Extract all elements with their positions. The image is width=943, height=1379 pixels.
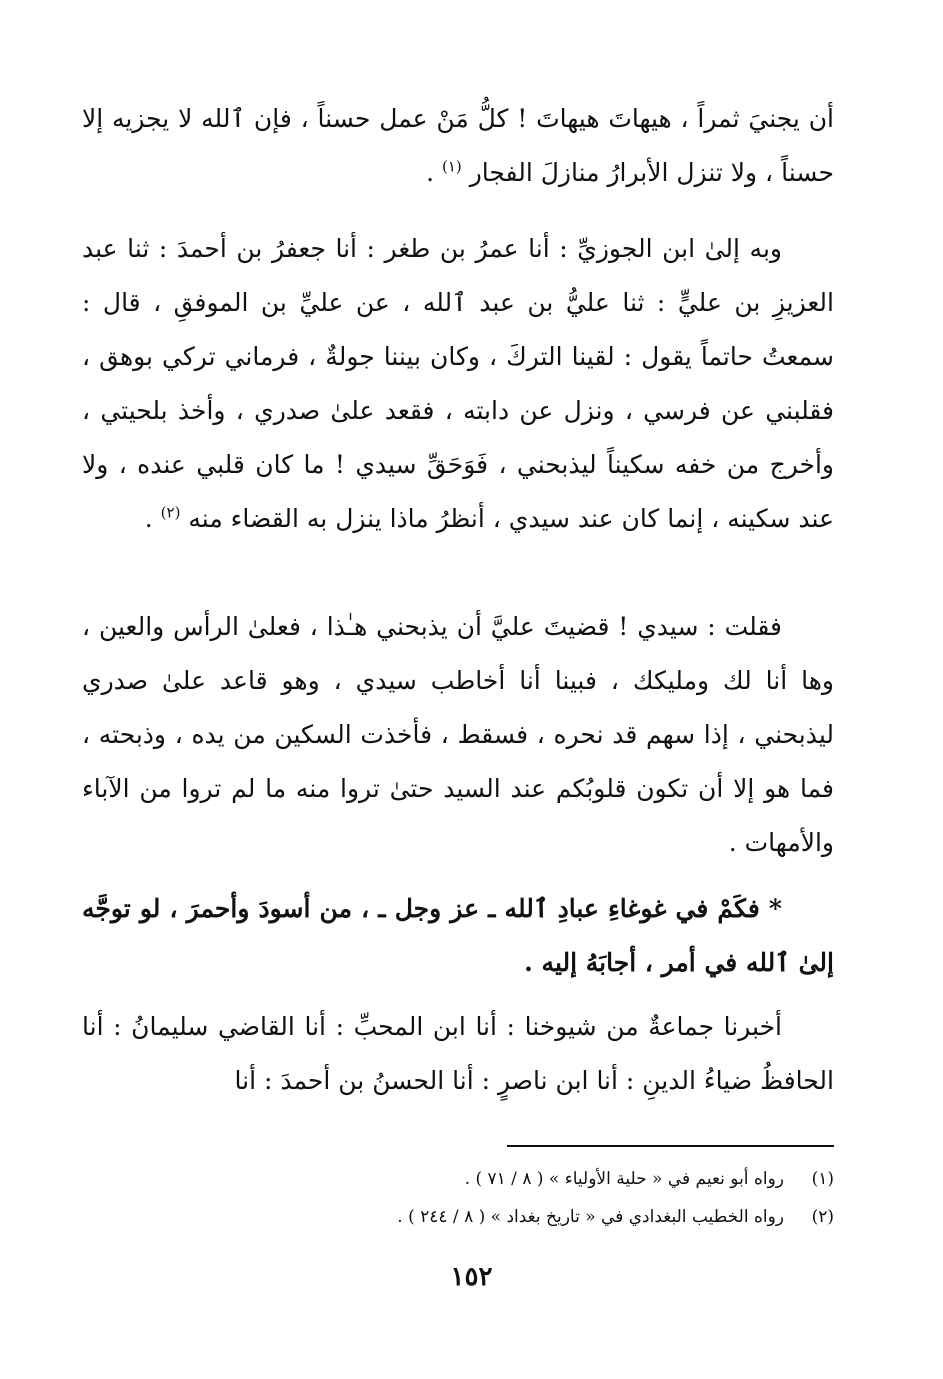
footnote-1-text: رواه أبو نعيم في « حلية الأولياء » ( ٨ / ٧١ ) . [464, 1169, 784, 1189]
paragraph-2-end: . [144, 504, 161, 533]
footnote-divider [507, 1145, 834, 1147]
paragraph-4-highlight [82, 882, 834, 990]
footnote-1-number: (١) [811, 1169, 834, 1189]
paragraph-5-text: أخبرنا جماعةٌ من شيوخنا : أنا ابن المحبِّ : أنا القاضي سليمانُ : أنا الحافظُ ضياءُ الدينِ : أنا ابن ناصرٍ : أنا الحسنُ بن أحمدَ : أنا [82, 1012, 834, 1095]
paragraph-3 [82, 600, 834, 870]
paragraph-1-text: أن يجنيَ ثمراً ، هيهاتَ هيهاتَ ! كلُّ مَنْ عمل حسناً ، فإن ٱلله لا يجزيه إلا حسناً ، ولا تنزل الأبرارُ منازلَ الفجار [82, 104, 834, 187]
footnote-1 [82, 1160, 834, 1198]
paragraph-2 [82, 222, 834, 546]
footnote-marker-1: (١) [442, 157, 462, 176]
paragraph-1-end: . [426, 158, 442, 187]
paragraph-3-text: فقلت : سيدي ! قضيتَ عليَّ أن يذبحني هـٰذا ، فعلىٰ الرأس والعين ، وها أنا لك ومليكك ، فبينا أنا أخاطب سيدي ، وهو قاعد علىٰ صدري ليذبحني ، إذا سهم قد نحره ، فسقط ، فأخذت السكين من يده ، وذبحته ، فما هو إلا أن تكون قلوبُكم عند السيد حتىٰ تروا منه ما لم تروا من الآباء والأمهات . [82, 612, 834, 857]
footnote-marker-2: (٢) [160, 503, 181, 522]
paragraph-4-text: فكَمْ في غوغاءِ عبادِ ٱلله ـ عز وجل ـ ، من أسودَ وأحمرَ ، لو توجَّه إلىٰ ٱلله في أمر ، أجابَهُ إليه . [82, 894, 834, 977]
paragraph-5 [82, 1000, 834, 1108]
page-number: ١٥٢ [450, 1262, 493, 1292]
footnote-2 [82, 1198, 834, 1236]
footnote-2-text: رواه الخطيب البغدادي في « تاريخ بغداد » ( ٨ / ٢٤٤ ) . [397, 1207, 784, 1227]
footnotes [82, 1160, 834, 1236]
star-icon: * [768, 894, 782, 923]
paragraph-2-text: وبه إلىٰ ابن الجوزيِّ : أنا عمرُ بن طغر : أنا جعفرُ بن أحمدَ : ثنا عبد العزيزِ بن عليٍّ : ثنا عليُّ بن عبد ٱلله ، عن عليِّ بن الموفقِ ، قال : سمعتُ حاتماً يقول : لقينا التركَ ، وكان بيننا جولةٌ ، فرماني تركي بوهق ، فقلبني عن فرسي ، ونزل عن دابته ، فقعد علىٰ صدري ، وأخذ بلحيتي ، وأخرج من خفه سكيناً ليذبحني ، فَوَحَقِّ سيدي ! ما كان قلبي عنده ، ولا عند سكينه ، إنما كان عند سيدي ، أنظرُ ماذا ينزل به القضاء منه [82, 234, 834, 533]
footnote-2-number: (٢) [811, 1207, 834, 1227]
paragraph-1 [82, 92, 834, 200]
